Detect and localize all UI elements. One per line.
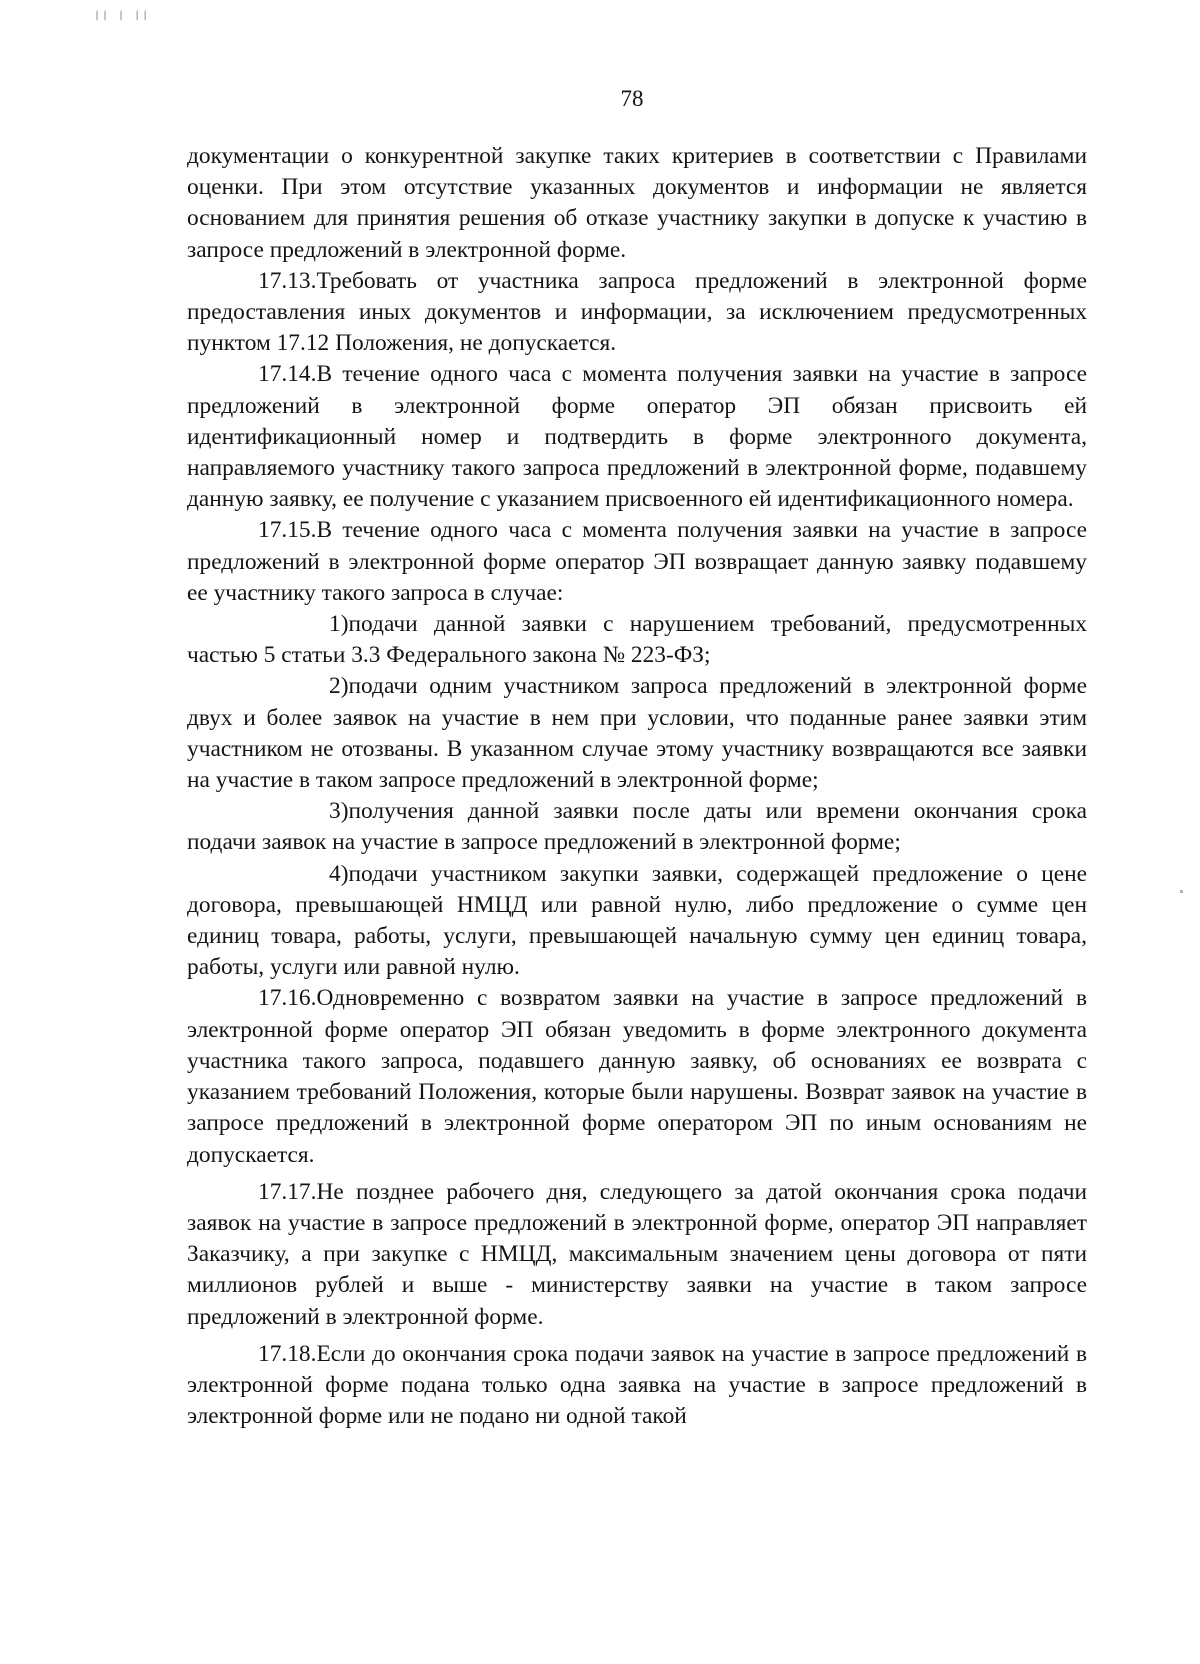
- paragraph-17-18: 17.18.Если до окончания срока подачи заявок на участие в запросе предложений в электронной форме подана только одна заявка на участие в запросе предложений в электронной форме или не подано ни одной такой: [187, 1340, 1087, 1430]
- paragraph-17-14: 17.14.В течение одного часа с момента получения заявки на участие в запросе предложений в электронной форме оператор ЭП обязан присвоить ей идентификационный номер и подтвердить в форме электронного документа, направляемого участнику такого запроса предложений в электронной форме, подавшему данную заявку, ее получение с указанием присвоенного ей идентификационного номера.: [187, 361, 1087, 513]
- list-item-2-number: 2): [329, 673, 349, 700]
- list-item-3: [187, 796, 1087, 858]
- paragraph-17-16: 17.16.Одновременно с возвратом заявки на участие в запросе предложений в электронной форме оператор ЭП обязан уведомить в форме электронного документа участника такого запроса, подавшего данную заявку, об основаниях ее возврата с указанием требований Положения, которые были нарушены. Возврат заявок на участие в запросе предложений в электронной форме оператором ЭП по иным основаниям не допускается.: [187, 985, 1087, 1168]
- list-item-1: [187, 609, 1087, 671]
- list-item-2-text: подачи одним участником запроса предложений в электронной форме двух и более заявок на участие в нем при условии, что поданные ранее заявки этим участником не отозваны. В указанном случае этому участнику возвращаются все заявки на участие в таком запросе предложений в электронной форме;: [187, 673, 1087, 794]
- paragraph-17-13: 17.13.Требовать от участника запроса предложений в электронной форме предоставления иных документов и информации, за исключением предусмотренных пунктом 17.12 Положения, не допускается.: [187, 267, 1087, 357]
- paragraph-17-17: 17.17.Не позднее рабочего дня, следующего за датой окончания срока подачи заявок на участие в запросе предложений в электронной форме, оператор ЭП направляет Заказчику, а при закупке с НМЦД, максимальным значением цены договора от пяти миллионов рублей и выше - министерству заявки на участие в таком запросе предложений в электронной форме.: [187, 1178, 1087, 1330]
- list-item-4-text: подачи участником закупки заявки, содержащей предложение о цене договора, превышающей НМЦД или равной нулю, либо предложение о сумме цен единиц товара, работы, услуги, превышающей начальную сумму цен единиц товара, работы, услуги или равной нулю.: [187, 860, 1087, 981]
- scan-speck: [1180, 890, 1183, 893]
- list-item-3-number: 3): [329, 798, 349, 825]
- list-item-3-text: получения данной заявки после даты или времени окончания срока подачи заявок на участие в запросе предложений в электронной форме;: [187, 798, 1087, 856]
- list-item-4-number: 4): [329, 860, 349, 887]
- scan-marks: || | ||: [94, 10, 151, 21]
- list-item-1-number: 1): [329, 611, 349, 638]
- paragraph-continuation: документации о конкурентной закупке таких критериев в соответствии с Правилами оценки. При этом отсутствие указанных документов и информации не является основанием для принятия решения об отказе участнику закупки в допуске к участию в запросе предложений в электронной форме.: [187, 143, 1087, 263]
- page-number: 78: [620, 86, 644, 111]
- list-item-4: [187, 859, 1087, 984]
- document-body: [187, 141, 1087, 1432]
- paragraph-17-15: 17.15.В течение одного часа с момента получения заявки на участие в запросе предложений в электронной форме оператор ЭП возвращает данную заявку подавшему ее участнику такого запроса в случае:: [187, 517, 1087, 606]
- list-item-2: [187, 671, 1087, 796]
- list-item-1-text: подачи данной заявки с нарушением требований, предусмотренных частью 5 статьи 3.3 Федерального закона № 223-ФЗ;: [187, 611, 1087, 669]
